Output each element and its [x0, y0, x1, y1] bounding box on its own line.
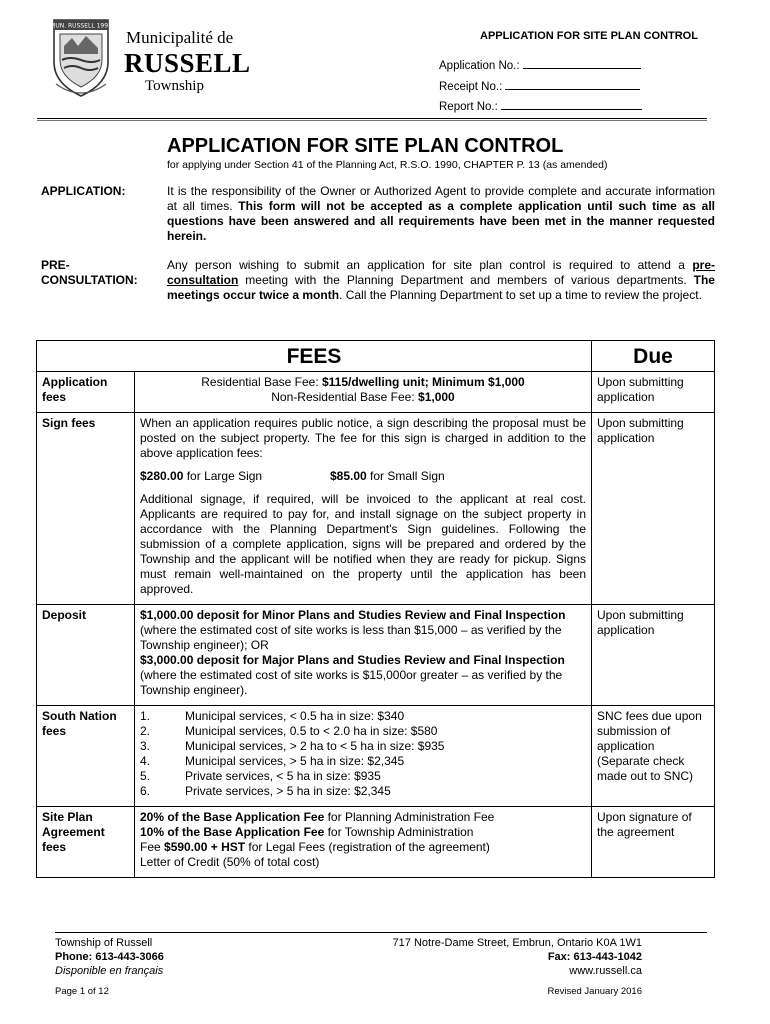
application-label: APPLICATION:: [41, 184, 126, 198]
footer-phone: Phone: 613-443-3066: [55, 951, 164, 963]
deposit-detail: $1,000.00 deposit for Minor Plans and Studies Review and Final Inspection (where the estimated cost of site works is less than $15,000 – as verified by the Township engineer); OR $3,000.00 deposit for Major Plans and Studies Review and Final Inspection (where the estimated cost of site works is $15,000or greater – as verified by the Township engineer).: [135, 605, 592, 706]
site-plan-agreement-fees-due: Upon signature of the agreement: [592, 807, 715, 878]
footer-address: 717 Notre-Dame Street, Embrun, Ontario K0A 1W1: [392, 937, 642, 949]
page-title: APPLICATION FOR SITE PLAN CONTROL: [167, 135, 564, 157]
south-nation-fees-detail: [135, 706, 592, 807]
site-plan-agreement-fees-detail: 20% of the Base Application Fee for Planning Administration Fee 10% of the Base Application Fee for Township Administration Fee $590.00 + HST for Legal Fees (registration of the agreement) Letter of Credit (50% of total cost): [135, 807, 592, 878]
south-nation-fees-due: SNC fees due upon submission of application (Separate check made out to SNC): [592, 706, 715, 807]
russell-crest-logo: [50, 16, 112, 98]
preconsultation-text: Any person wishing to submit an application for site plan control is required to attend a pre-consultation meeting with the Planning Department and members of various departments. The meetings occur twice a month. Call the Planning Department to set up a time to review the project.: [167, 258, 715, 302]
receipt-no-label: Receipt No.:: [439, 81, 503, 93]
preconsultation-link[interactable]: pre-consultation: [167, 258, 715, 287]
seal-ring-text: MUN. RUSSELL 1997: [50, 22, 112, 30]
application-fees-label: Application fees: [37, 372, 135, 413]
footer-french: Disponible en français: [55, 965, 164, 977]
site-plan-agreement-fees-label: Site Plan Agreement fees: [37, 807, 135, 878]
south-nation-fees-label: South Nation fees: [37, 706, 135, 807]
application-fees-detail: Residential Base Fee: $115/dwelling unit; Minimum $1,000 Non-Residential Base Fee: $1,000: [135, 372, 592, 413]
deposit-label: Deposit: [37, 605, 135, 706]
list-item: 2. Municipal services, 0.5 to < 2.0 ha in size: $580: [140, 724, 438, 738]
application-no-label: Application No.:: [439, 60, 520, 72]
sign-fees-due: Upon submitting application: [592, 413, 715, 605]
report-no-field[interactable]: [439, 98, 642, 113]
table-row: [37, 372, 715, 413]
list-item: 3. Municipal services, > 2 ha to < 5 ha in size: $935: [140, 739, 445, 753]
sign-fees-label: Sign fees: [37, 413, 135, 605]
list-item: 5. Private services, < 5 ha in size: $935: [140, 769, 381, 783]
preconsultation-label: PRE- CONSULTATION:: [41, 258, 138, 287]
south-nation-fee-list: [140, 709, 586, 799]
receipt-no-field[interactable]: [439, 78, 640, 93]
list-item: 1. Municipal services, < 0.5 ha in size: $340: [140, 709, 405, 723]
sign-fees-detail: When an application requires public notice, a sign describing the proposal must be posted on the subject property. The fee for this sign is charged in addition to the above application fees: $280.00 for Large Sign $85.00 for Small Sign Additional signage, if required, will be invoiced to the applicant at real cost. Applicants are required to pay for, and install signage on the subject property in accordance with the Planning Department's Sign guidelines. Following the submission of a complete application, signs will be prepared and ordered by the Township and the applicant will be notified when they are ready for pickup. Signs must remain well-maintained on the property until the application has been approved.: [135, 413, 592, 605]
logo-line-township: Township: [145, 78, 204, 94]
table-row: [37, 706, 715, 807]
header-form-title: APPLICATION FOR SITE PLAN CONTROL: [480, 30, 698, 42]
table-row: [37, 605, 715, 706]
logo-line-russell: RUSSELL: [124, 48, 251, 78]
footer-website[interactable]: www.russell.ca: [569, 965, 642, 977]
table-row: [37, 413, 715, 605]
footer-revised: Revised January 2016: [547, 986, 642, 997]
application-text: It is the responsibility of the Owner or Authorized Agent to provide complete and accurate information at all times. This form will not be accepted as a complete application until such time as all questions have been answered and all requirements have been met in the manner requested herein.: [167, 184, 715, 243]
footer-page-number: Page 1 of 12: [55, 986, 109, 997]
report-no-label: Report No.:: [439, 101, 498, 113]
list-item: 6. Private services, > 5 ha in size: $2,345: [140, 784, 391, 798]
logo-line-municipalite: Municipalité de: [126, 28, 234, 47]
due-header: Due: [592, 341, 715, 372]
footer-org: Township of Russell: [55, 937, 153, 949]
fees-header: FEES: [37, 341, 592, 372]
table-row: [37, 807, 715, 878]
list-item: 4. Municipal services, > 5 ha in size: $2,345: [140, 754, 405, 768]
application-no-field[interactable]: [439, 57, 641, 72]
footer-divider: [55, 932, 707, 933]
application-no-input[interactable]: [523, 57, 641, 69]
deposit-due: Upon submitting application: [592, 605, 715, 706]
fees-table-header: [37, 341, 715, 372]
fees-table: [36, 340, 715, 878]
header-divider-secondary: [37, 120, 707, 121]
page-subtitle: for applying under Section 41 of the Planning Act, R.S.O. 1990, CHAPTER P. 13 (as amended): [167, 159, 608, 171]
footer-fax: Fax: 613-443-1042: [547, 951, 642, 963]
receipt-no-input[interactable]: [505, 78, 640, 90]
header-divider: [37, 118, 707, 119]
application-fees-due: Upon submitting application: [592, 372, 715, 413]
report-no-input[interactable]: [501, 98, 642, 110]
